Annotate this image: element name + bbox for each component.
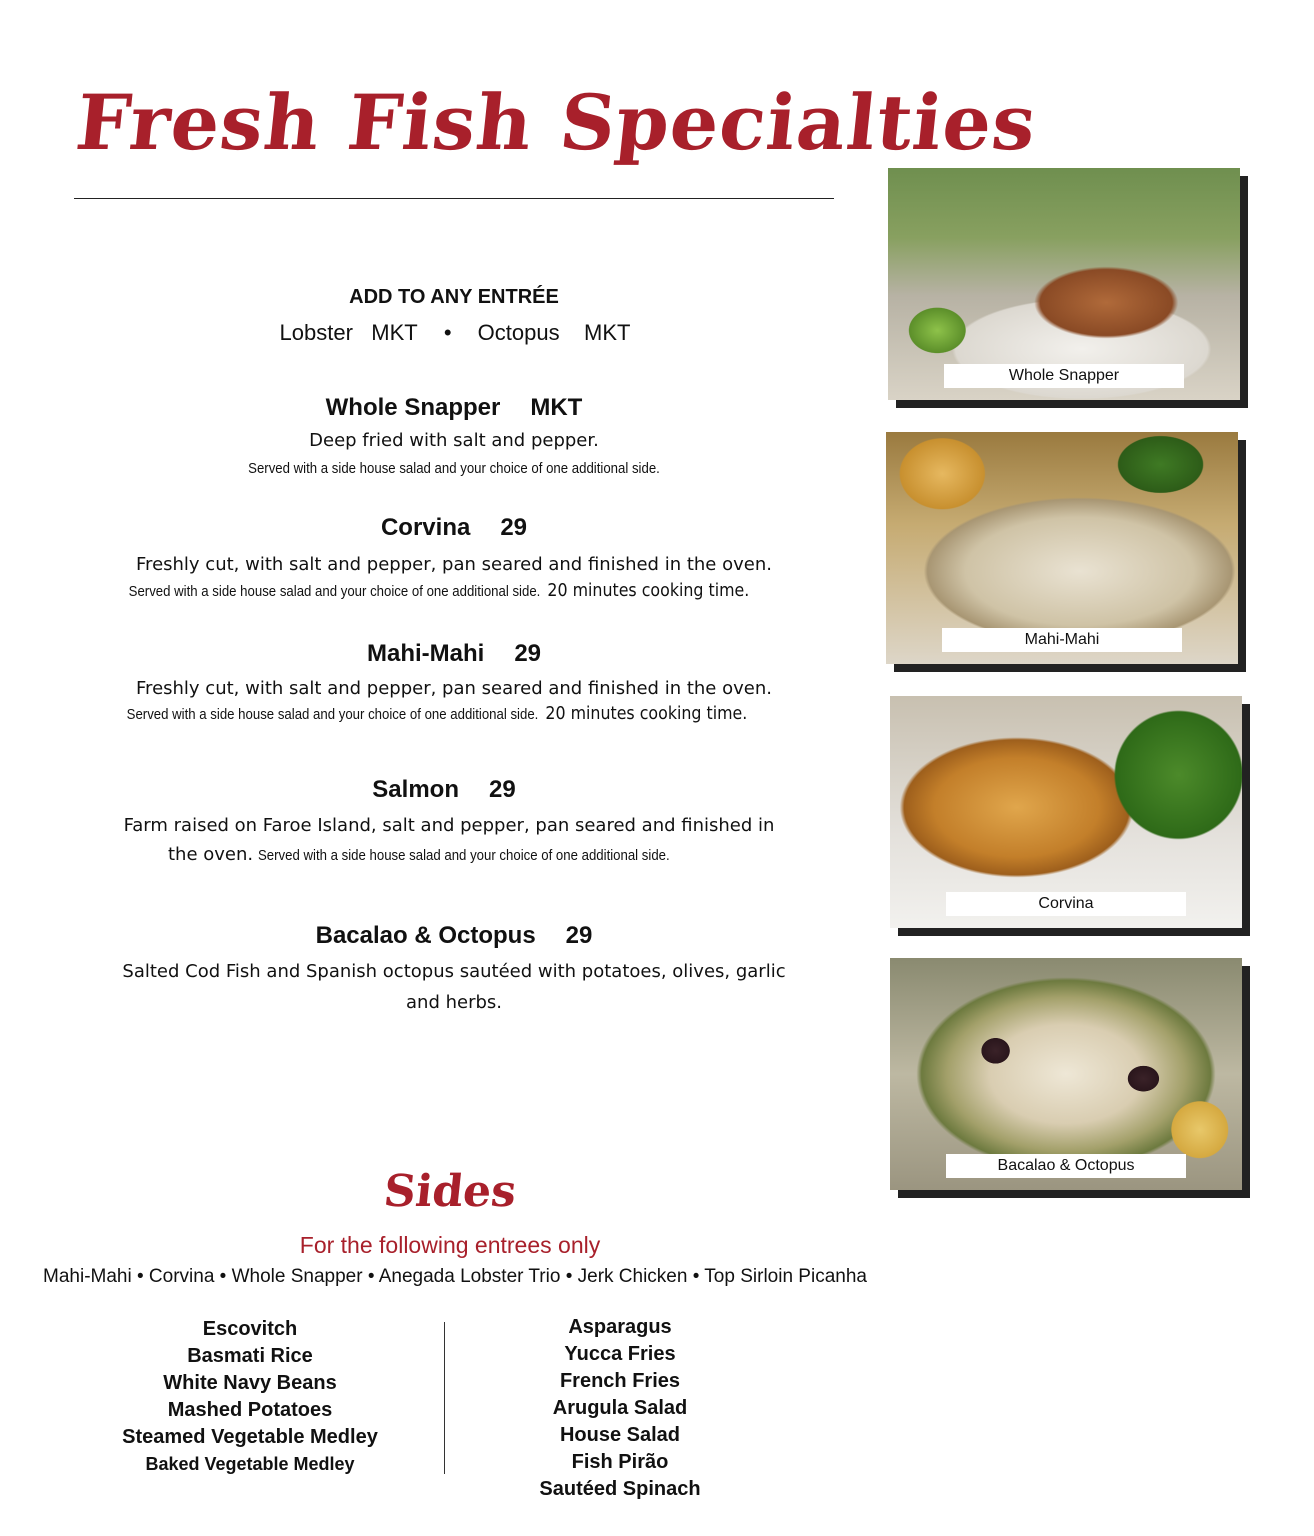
photo-whole-snapper (888, 168, 1240, 400)
dish-whole-snapper (154, 394, 754, 422)
side-item: Asparagus (568, 1316, 672, 1338)
dish-note: Served with a side house salad and your choice of one additional side. 20 minutes cooking time. (128, 580, 750, 601)
addon-octopus: Octopus MKT (477, 320, 631, 345)
dish-price: MKT (530, 394, 583, 421)
dish-note: Served with a side house salad and your choice of one additional side. 20 minutes cooking time. (126, 703, 748, 724)
side-item: House Salad (559, 1424, 681, 1446)
dish-name: Bacalao & Octopus 29 (315, 922, 593, 949)
photo-caption: Corvina (946, 892, 1186, 916)
dish-name: Whole Snapper MKT (325, 394, 583, 421)
dish-mahi-mahi (154, 640, 754, 668)
addon-bullet: • (443, 320, 452, 345)
dish-name: Salmon 29 (372, 776, 516, 803)
side-item: Arugula Salad (552, 1397, 688, 1419)
photo-caption: Mahi-Mahi (942, 628, 1182, 652)
dish-name: Mahi-Mahi 29 (366, 640, 542, 667)
photo-caption: Bacalao & Octopus (946, 1154, 1186, 1178)
photo-bacalao-octopus (890, 958, 1242, 1190)
dish-description-cont: the oven. Served with a side house salad and your choice of one additional side. (168, 844, 670, 865)
side-item: Baked Vegetable Medley (145, 1454, 355, 1474)
side-item: Mashed Potatoes (167, 1399, 333, 1421)
dish-description: Freshly cut, with salt and pepper, pan seared and finished in the oven. (136, 554, 772, 575)
side-item: Escovitch (202, 1318, 298, 1340)
sides-divider (444, 1322, 445, 1474)
menu-title: Fresh Fish Specialties (71, 78, 1041, 167)
dish-note: Served with a side house salad and your choice of one additional side. (248, 460, 660, 477)
addon-line (230, 320, 680, 346)
cooking-time: 20 minutes cooking time. (547, 580, 750, 601)
sides-applies-to: Mahi-Mahi • Corvina • Whole Snapper • Anegada Lobster Trio • Jerk Chicken • Top Sirloin Picanha (43, 1266, 867, 1287)
addon-lobster: Lobster MKT (279, 320, 418, 345)
title-divider (74, 198, 834, 199)
dish-note: Served with a side house salad and your choice of one additional side. (258, 847, 670, 864)
side-item: Steamed Vegetable Medley (122, 1426, 378, 1448)
dish-name: Corvina 29 (380, 514, 528, 541)
dish-description: Salted Cod Fish and Spanish octopus sautéed with potatoes, olives, garlic (122, 961, 786, 982)
side-item: Basmati Rice (187, 1345, 313, 1367)
dish-salmon (144, 776, 744, 804)
side-item: Yucca Fries (564, 1343, 676, 1365)
side-item: Fish Pirão (571, 1451, 669, 1473)
dish-bacalao-octopus (154, 922, 754, 950)
side-item: Sautéed Spinach (539, 1478, 701, 1500)
sides-list-right (470, 1314, 770, 1503)
photo-caption: Whole Snapper (944, 364, 1184, 388)
dish-description: Farm raised on Faroe Island, salt and pepper, pan seared and finished in (123, 815, 775, 836)
dish-price: 29 (565, 922, 593, 949)
sides-list-left (100, 1316, 400, 1478)
cooking-time: 20 minutes cooking time. (545, 703, 748, 724)
addon-heading: ADD TO ANY ENTRÉE (349, 286, 559, 308)
sides-subtitle: For the following entrees only (299, 1232, 601, 1258)
dish-price: 29 (500, 514, 528, 541)
dish-description: Freshly cut, with salt and pepper, pan seared and finished in the oven. (136, 678, 772, 699)
photo-corvina (890, 696, 1242, 928)
dish-description-cont: and herbs. (406, 992, 502, 1013)
dish-price: 29 (488, 776, 516, 803)
side-item: French Fries (559, 1370, 681, 1392)
dish-description: Deep fried with salt and pepper. (309, 430, 599, 451)
sides-title: Sides (381, 1166, 519, 1217)
dish-corvina (154, 514, 754, 542)
side-item: White Navy Beans (163, 1372, 337, 1394)
photo-mahi-mahi (886, 432, 1238, 664)
dish-price: 29 (514, 640, 542, 667)
